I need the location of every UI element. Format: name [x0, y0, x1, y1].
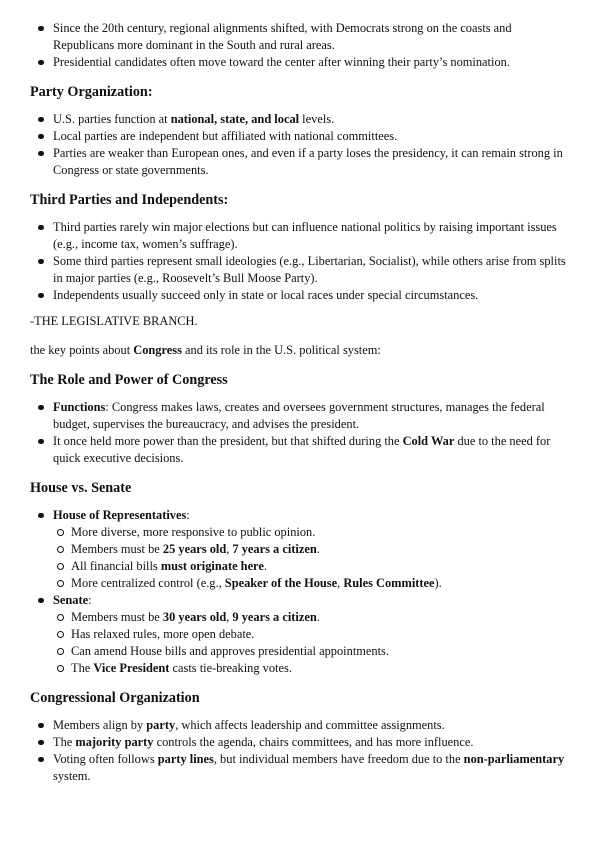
house-sublist: [53, 524, 570, 592]
legislative-intro: the key points about Congress and its role in the U.S. political system:: [30, 343, 381, 357]
list-item: Voting often follows party lines, but individual members have freedom due to the non-parliamentary system.: [53, 751, 570, 785]
senate-sublist: [53, 609, 570, 677]
list-item: U.S. parties function at national, state, and local levels.: [53, 111, 570, 128]
party-organization-list: [30, 111, 570, 179]
sub-list-item: Has relaxed rules, more open debate.: [71, 626, 570, 643]
sub-list-item: More diverse, more responsive to public opinion.: [71, 524, 570, 541]
list-item: Functions: Congress makes laws, creates and oversees government structures, manages the federal budget, supervises the bureaucracy, and advises the president.: [53, 399, 570, 433]
section-heading-role-power: The Role and Power of Congress: [30, 372, 228, 388]
list-item: Parties are weaker than European ones, and even if a party loses the presidency, it can remain strong in Congress or state governments.: [53, 145, 570, 179]
list-item: Third parties rarely win major elections but can influence national politics by raising important issues (e.g., income tax, women’s suffrage).: [53, 219, 570, 253]
list-item: The majority party controls the agenda, chairs committees, and has more influence.: [53, 734, 570, 751]
role-power-list: [30, 399, 570, 467]
list-item-house: House of Representatives: More diverse, more responsive to public opinion. Members must be 25 years old, 7 years a citizen. All financial bills must originate here. More centralized control (e.g., Speaker of the House, Rules Committee).: [53, 507, 570, 592]
list-item: Local parties are independent but affiliated with national committees.: [53, 128, 570, 145]
legislative-branch-title: -THE LEGISLATIVE BRANCH.: [30, 314, 198, 328]
sub-list-item: All financial bills must originate here.: [71, 558, 570, 575]
section-heading-party-organization: Party Organization:: [30, 84, 153, 100]
sub-list-item: Members must be 30 years old, 9 years a citizen.: [71, 609, 570, 626]
intro-bullet-list: [30, 20, 570, 71]
list-item: Independents usually succeed only in state or local races under special circumstances.: [53, 287, 570, 304]
section-heading-third-parties: Third Parties and Independents:: [30, 192, 229, 208]
sub-list-item: The Vice President casts tie-breaking votes.: [71, 660, 570, 677]
list-item: Since the 20th century, regional alignments shifted, with Democrats strong on the coasts and Republicans more dominant in the South and rural areas.: [53, 20, 570, 54]
list-item: Presidential candidates often move toward the center after winning their party’s nomination.: [53, 54, 570, 71]
list-item: Some third parties represent small ideologies (e.g., Libertarian, Socialist), while others arise from splits in major parties (e.g., Roosevelt’s Bull Moose Party).: [53, 253, 570, 287]
congressional-organization-list: [30, 717, 570, 785]
list-item-senate: Senate: Members must be 30 years old, 9 years a citizen. Has relaxed rules, more open debate. Can amend House bills and approves presidential appointments. The Vice President casts tie-breaking votes.: [53, 592, 570, 677]
section-heading-house-senate: House vs. Senate: [30, 480, 132, 496]
sub-list-item: Can amend House bills and approves presidential appointments.: [71, 643, 570, 660]
third-parties-list: [30, 219, 570, 304]
sub-list-item: More centralized control (e.g., Speaker of the House, Rules Committee).: [71, 575, 570, 592]
sub-list-item: Members must be 25 years old, 7 years a citizen.: [71, 541, 570, 558]
section-heading-congressional-organization: Congressional Organization: [30, 690, 200, 706]
list-item: It once held more power than the president, but that shifted during the Cold War due to the need for quick executive decisions.: [53, 433, 570, 467]
house-senate-list: [30, 507, 570, 677]
list-item: Members align by party, which affects leadership and committee assignments.: [53, 717, 570, 734]
